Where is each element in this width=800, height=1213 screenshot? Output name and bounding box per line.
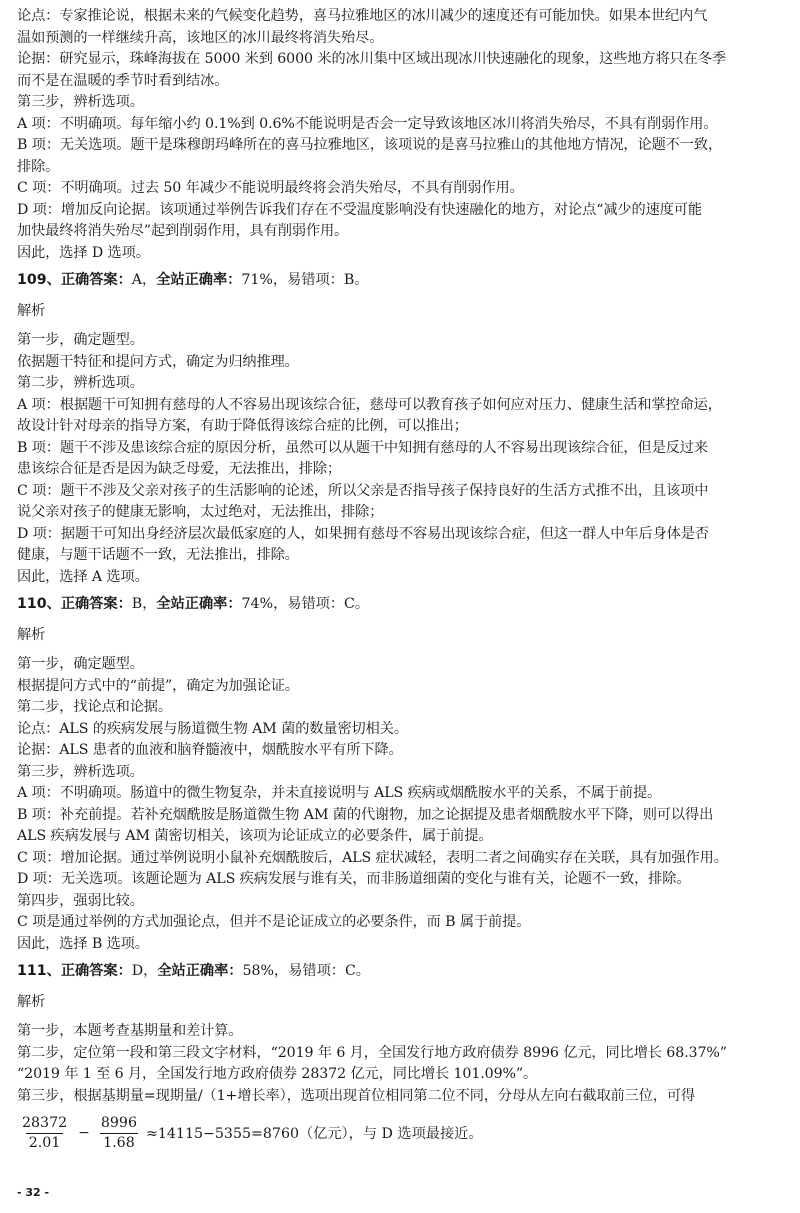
q110-line: 第二步，找论点和论据。 [17,699,172,715]
q111-answer: D， [131,963,158,979]
prev-question-analysis [17,6,787,264]
fraction-1-numerator: 28372 [22,1114,68,1131]
document-body [17,6,787,1157]
q110-line: 第一步，确定题型。 [17,656,144,672]
fraction-2-numerator: 8996 [100,1114,137,1131]
q111-jiexi-heading: 解析 [17,993,46,1010]
fraction-1 [19,1114,70,1153]
formula-result-text: ≈14115−5355=8760（亿元），与 D 选项最接近。 [145,1126,483,1142]
q111-answer-header [17,961,787,983]
page-number: - 32 - [17,1186,50,1199]
q110-rate-label: 全站正确率： [156,596,242,612]
prev-line: 第三步，辨析选项。 [17,94,144,110]
q111-rate-label: 全站正确率： [157,963,243,979]
q109-line: 健康，与题干话题不一致，无法推出，排除。 [17,547,299,563]
fraction-1-denominator: 2.01 [26,1133,64,1153]
q111-number: 111、 [17,963,61,979]
q111-analysis [17,1021,787,1107]
prev-line: 论点：专家推论说，根据未来的气候变化趋势，喜马拉雅地区的冰川减少的速度还有可能加快。如果本世纪内气 [17,8,708,24]
q111-line: 第一步，本题考查基期量和差计算。 [17,1023,243,1039]
q109-line: 故设计针对母亲的指导方案，有助于降低得该综合症的比例，可以推出； [17,418,468,434]
prev-line: A 项：不明确项。每年缩小约 0.1%到 0.6%不能说明是否会一定导致该地区冰川将消失殆尽，不具有削弱作用。 [17,115,718,132]
q110-answer-header [17,594,787,616]
q109-line: 第二步，辨析选项。 [17,375,144,391]
q110-number: 110、 [17,596,61,612]
q111-line: 第三步，根据基期量=现期量/（1+增长率），选项出现首位相同第二位不同，分母从左向右截取前三位，可得 [17,1087,696,1104]
q110-answer: B， [131,596,157,612]
q111-line: 第二步，定位第一段和第三段文字材料，“2019 年 6 月，全国发行地方政府债券 8996 亿元，同比增长 68.37%” [17,1044,727,1061]
q109-line: 因此，选择 A 选项。 [17,568,149,585]
q109-line: 说父亲对孩子的健康无影响，太过绝对，无法推出，排除； [17,504,384,520]
prev-line: 因此，选择 D 选项。 [17,244,150,261]
q110-line: 第四步，强弱比较。 [17,892,144,909]
q109-line: 第一步，确定题型。 [17,332,144,348]
q109-line: D 项：据题干可知出身经济层次最低家庭的人，如果拥有慈母不容易出现该综合症，但这一群人中年后身体是否 [17,525,709,542]
prev-line: 论据：研究显示，珠峰海拔在 5000 米到 6000 米的冰川集中区域出现冰川快速融化的现象，这些地方将只在冬季 [17,51,726,67]
q109-jiexi-heading: 解析 [17,302,46,319]
q109-answer: A， [131,272,157,288]
q109-rate-label: 全站正确率： [156,272,242,288]
prev-line: 加快最终将消失殆尽”起到削弱作用，具有削弱作用。 [17,223,349,239]
q111-formula [17,1109,787,1157]
q111-line: “2019 年 1 至 6 月，全国发行地方政府债券 28372 亿元，同比增长 101.09%”。 [17,1066,538,1082]
q109-line: B 项：题干不涉及患该综合症的原因分析，虽然可以从题干中知拥有慈母的人不容易出现该综合征，但是反过来 [17,439,708,456]
q110-line: 第三步，辨析选项。 [17,763,144,780]
q110-line: 论点：ALS 的疾病发展与肠道微生物 AM 菌的数量密切相关。 [17,720,408,737]
q109-line: C 项：题干不涉及父亲对孩子的生活影响的论述，所以父亲是否指导孩子保持良好的生活方式推不出，且该项中 [17,482,709,499]
fraction-2 [98,1114,140,1153]
q110-rate: 74%，易错项：C。 [241,596,370,612]
q110-line: ALS 疾病发展与 AM 菌密切相关，该项为论证成立的必要条件，属于前提。 [17,828,493,844]
prev-line: B 项：无关选项。题干是珠穆朗玛峰所在的喜马拉雅地区，该项说的是喜马拉雅山的其他地方情况，论题不一致， [17,137,723,153]
q110-line: C 项：增加论据。通过举例说明小鼠补充烟酰胺后，ALS 症状减轻，表明二者之间确实存在关联，具有加强作用。 [17,849,728,866]
q109-line: A 项：根据题干可知拥有慈母的人不容易出现该综合征，慈母可以教育孩子如何应对压力、健康生活和掌控命运， [17,396,722,413]
q109-line: 患该综合征是否是因为缺乏母爱，无法推出，排除； [17,461,342,477]
q109-rate: 71%，易错项：B。 [241,272,369,288]
fraction-2-denominator: 1.68 [100,1133,138,1153]
prev-line: D 项：增加反向论据。该项通过举例告诉我们存在不受温度影响没有快速融化的地方，对论点“减少的速度可能 [17,201,702,218]
q111-rate: 58%，易错项：C。 [242,963,370,979]
q110-line: D 项：无关选项。该题论题为 ALS 疾病发展与谁有关，而非肠道细菌的变化与谁有关，论题不一致，排除。 [17,871,691,887]
q110-answer-label: 正确答案： [60,596,132,612]
q109-answer-header [17,270,787,292]
q110-line: 根据提问方式中的“前提”，确定为加强论证。 [17,677,299,694]
q109-line: 依据题干特征和提问方式，确定为归纳推理。 [17,353,299,370]
q109-analysis [17,330,787,588]
prev-line: 而不是在温暖的季节时看到结冰。 [17,72,229,89]
prev-line: 排除。 [17,158,60,175]
q109-number: 109、 [17,272,61,288]
q109-answer-label: 正确答案： [60,272,132,288]
q110-jiexi-heading: 解析 [17,626,46,643]
q110-line: C 项是通过举例的方式加强论点，但并不是论证成立的必要条件，而 B 属于前提。 [17,914,531,930]
prev-line: 温如预测的一样继续升高，该地区的冰川最终将消失殆尽。 [17,29,384,46]
q110-line: B 项：补充前提。若补充烟酰胺是肠道微生物 AM 菌的代谢物，加之论据提及患者烟酰胺水平下降，则可以得出 [17,806,714,823]
q110-analysis [17,654,787,955]
prev-line: C 项：不明确项。过去 50 年减少不能说明最终将会消失殆尽，不具有削弱作用。 [17,180,524,196]
q110-line: 因此，选择 B 选项。 [17,935,149,952]
q110-line: 论据：ALS 患者的血液和脑脊髓液中，烟酰胺水平有所下降。 [17,742,403,758]
q111-answer-label: 正确答案： [60,963,132,979]
minus-sign: − [78,1125,90,1141]
q110-line: A 项：不明确项。肠道中的微生物复杂，并未直接说明与 ALS 疾病或烟酰胺水平的关系，不属于前提。 [17,785,662,801]
